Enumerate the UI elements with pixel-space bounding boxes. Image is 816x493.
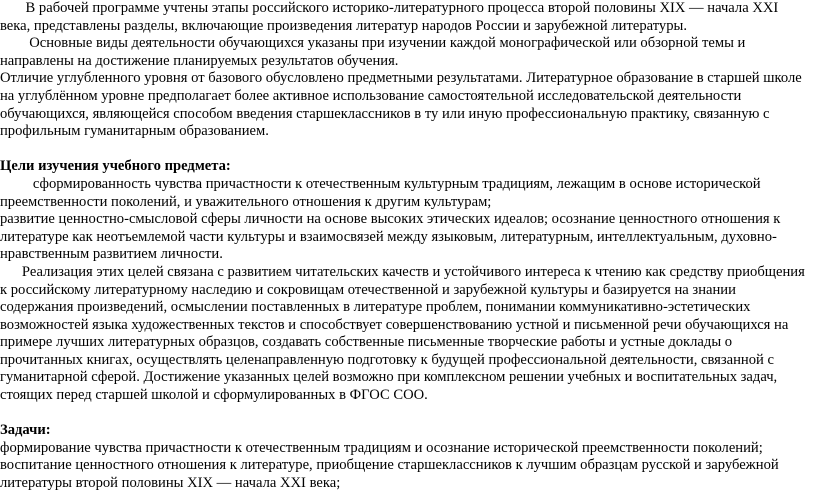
goals-item-1: сформированность чувства причастности к отечественным культурным традициям, лежащим в основе исторической преемственности поколений, и уважительного отношения к другим культурам; — [0, 175, 765, 210]
tasks-heading: Задачи: — [0, 422, 51, 439]
tasks-item-1: формирование чувства причастности к отечественным традициям и осознание исторической преемственности поколений; — [0, 439, 763, 456]
intro-paragraph-1: В рабочей программе учтены этапы российского историко-литературного процесса второй половины XIX — начала XXI века, представлены разделы, включающие произведения литератур народов России и зарубежной литературы. — [0, 0, 782, 34]
spacer — [0, 141, 812, 159]
goals-item-2: развитие ценностно-смысловой сферы личности на основе высоких этических идеалов; осознание ценностного отношения к литературе как неотъемлемой части культуры и взаимосвязей между языковым, литературным, интеллектуальным, духовно-нравственным развитием личности. — [0, 211, 785, 263]
goals-realization-paragraph: Реализация этих целей связана с развитием читательских качеств и устойчивого интереса к чтению как средству приобщения к российскому литературному наследию и сокровищам отечественной и зарубежной культуры и базируется на знании содержания произведений, осмыслении поставленных в литературе проблем, понимании коммуникативно-эстетических возможностей языка художественных текстов и способствует совершенствованию устной и письменной речи обучающихся на примере лучших литературных образцов, создавать собственные письменные творческие работы и устные доклады о прочитанных книгах, осуществлять целенаправленную подготовку к будущей профессиональной деятельности, связанной с гуманитарной сферой. Достижение указанных целей возможно при комплексном решении учебных и воспитательных задач, стоящих перед старшей школой и сформулированных в ФГОС СОО. — [0, 263, 809, 404]
tasks-item-2: воспитание ценностного отношения к литературе, приобщение старшеклассников к лучшим образцам русской и зарубежной литературы второй половины XIX — начала XXI века; — [0, 457, 783, 492]
intro-paragraph-2: Основные виды деятельности обучающихся указаны при изучении каждой монографической или обзорной темы и направлены на достижение планируемых результатов обучения. — [0, 35, 749, 69]
goals-heading: Цели изучения учебного предмета: — [0, 158, 231, 175]
spacer — [0, 405, 812, 423]
intro-paragraph-3: Отличие углубленного уровня от базового обусловлено предметными результатами. Литературное образование в старшей школе на углублённом уровне предполагает более активное использование самостоятельной исследовательской деятельности обучающихся, являющейся способом введения старшеклассников в ту или иную профессиональную практику, связанную с профильным гуманитарным образованием. — [0, 70, 806, 140]
